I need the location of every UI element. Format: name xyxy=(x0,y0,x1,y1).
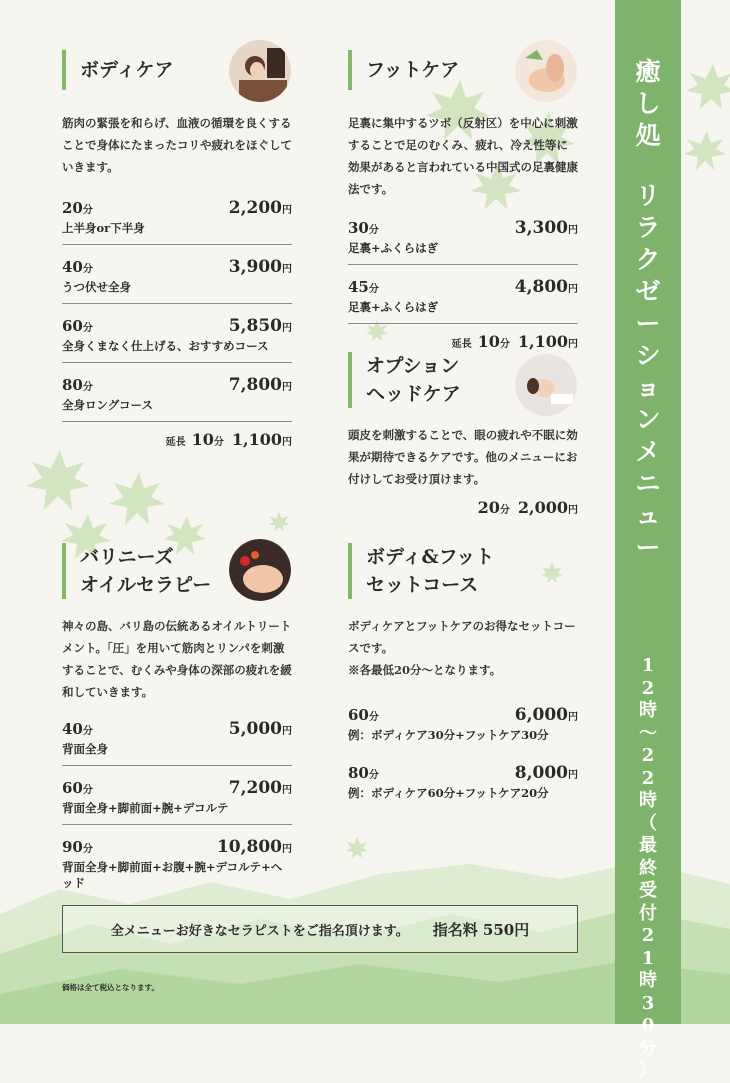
hours-char: 最 xyxy=(639,835,657,856)
title-char: ー xyxy=(635,309,661,338)
section-title xyxy=(348,543,578,599)
title-line: セットコース xyxy=(366,574,479,596)
duration: 60分 xyxy=(62,317,93,335)
price-row xyxy=(348,757,578,809)
course-detail: 背面全身 xyxy=(62,742,108,756)
hours-char: 1 xyxy=(641,655,655,676)
price-list xyxy=(348,699,578,809)
price: 5,000円 xyxy=(228,719,292,739)
duration: 20分 xyxy=(62,199,93,217)
title-line: ヘッドケア xyxy=(366,383,461,405)
hours-char: 3 xyxy=(641,992,655,1014)
business-hours xyxy=(615,655,681,1083)
section-description: 筋肉の緊張を和らげ、血液の循環を良くすることで身体にたまったコリや疲れをほぐしていきます。 xyxy=(62,116,292,174)
price-list xyxy=(62,713,292,899)
title-char: 処 xyxy=(635,121,661,150)
duration: 80分 xyxy=(62,376,93,394)
title-line: オイルセラピー xyxy=(80,574,212,596)
title-char: ゼ xyxy=(635,277,661,306)
hours-char: 1 xyxy=(641,947,655,969)
duration: 60分 xyxy=(62,779,93,797)
price-row xyxy=(62,310,292,363)
menu-title-sidebar xyxy=(615,0,681,1081)
hours-char: 分 xyxy=(639,1037,657,1059)
section-title: フットケア xyxy=(348,50,578,90)
section-title: ボディケア xyxy=(62,50,292,90)
maple-leaf-icon xyxy=(268,510,290,532)
section-description: 神々の島、バリ島の伝統あるオイルトリートメント。「圧」を用いて筋肉とリンパを刺激することで、むくみや身体の深部の疲れを緩和していきます。 xyxy=(62,619,292,699)
course-detail: うつ伏せ全身 xyxy=(62,280,131,294)
price-row xyxy=(62,831,292,899)
price-row xyxy=(348,212,578,265)
hours-char: 付 xyxy=(639,902,657,924)
course-detail: 上半身or下半身 xyxy=(62,221,145,235)
duration: 60分 xyxy=(348,706,379,724)
price: 7,800円 xyxy=(228,375,292,395)
extension-price: 延長 10 分 1,100 円 xyxy=(451,332,578,351)
price: 10,800円 xyxy=(216,837,292,857)
body-care-section xyxy=(62,50,292,449)
duration: 80分 xyxy=(348,764,379,782)
title-char: メ xyxy=(635,437,661,466)
section-description: ボディケアとフットケアのお得なセットコースです。 xyxy=(348,619,576,655)
price-list xyxy=(62,192,292,449)
foot-massage-photo-icon xyxy=(515,40,577,102)
price: 7,200円 xyxy=(228,778,292,798)
title-char: シ xyxy=(635,341,661,370)
oil-therapy-section xyxy=(62,543,292,899)
hours-char: 2 xyxy=(641,925,655,946)
price-row xyxy=(62,251,292,304)
price-row xyxy=(348,271,578,324)
oil-therapy-photo-icon xyxy=(229,539,291,601)
title-char: ン xyxy=(635,405,661,434)
hours-char: 2 xyxy=(641,767,655,789)
duration: 30分 xyxy=(348,219,379,237)
hours-char: 時 xyxy=(639,790,657,811)
title-char: リ xyxy=(635,181,661,210)
course-detail: 足裏+ふくらはぎ xyxy=(348,300,439,314)
price-row xyxy=(62,772,292,825)
foot-care-section xyxy=(348,50,578,351)
extension-price: 延長 10 分 1,100 円 xyxy=(165,430,292,449)
price-row xyxy=(62,192,292,245)
maple-leaf-icon xyxy=(345,835,369,859)
title-char: ニ xyxy=(635,469,661,498)
title-line: オプション xyxy=(366,355,460,377)
price: 6,000円 xyxy=(514,705,578,725)
hours-char: 時 xyxy=(639,700,657,721)
course-detail: 背面全身+脚前面+お腹+腕+デコルテ+ヘッド xyxy=(62,860,283,890)
option-price: 20 分 2,000 円 xyxy=(477,498,578,517)
price: 4,800円 xyxy=(514,277,578,297)
course-detail: 背面全身+脚前面+腕+デコルテ xyxy=(62,801,229,815)
duration: 40分 xyxy=(62,258,93,276)
nomination-box xyxy=(62,905,578,953)
price-row xyxy=(348,699,578,751)
course-detail: 例：ボディケア60分+フットケア20分 xyxy=(348,786,549,800)
nomination-text: 全メニューお好きなセラピストをご指名頂けます。 xyxy=(110,923,409,939)
set-course-section xyxy=(348,543,578,809)
title-char: 癒 xyxy=(635,57,661,86)
title-char: ク xyxy=(635,245,661,274)
price-row xyxy=(62,369,292,422)
title-line: バリニーズ xyxy=(80,546,174,568)
course-detail: 例：ボディケア30分+フットケア30分 xyxy=(348,728,549,742)
course-detail: 足裏+ふくらはぎ xyxy=(348,241,439,255)
hours-char: 〜 xyxy=(639,722,657,744)
hours-char: 2 xyxy=(641,677,655,699)
course-detail: 全身ロングコース xyxy=(62,398,153,412)
course-detail: 全身くまなく仕上げる、おすすめコース xyxy=(62,339,269,353)
hours-char: 時 xyxy=(639,970,657,991)
duration: 45分 xyxy=(348,278,379,296)
title-char: ュ xyxy=(635,501,661,530)
price: 8,000円 xyxy=(514,763,578,783)
title-char: ラ xyxy=(635,213,661,242)
section-description: 足裏に集中するツボ（反射区）を中心に刺激することで足のむくみ、疲れ、冷え性等に効果があると言われている中国式の足裏健康法です。 xyxy=(348,116,578,196)
massage-photo-icon xyxy=(229,40,291,102)
head-care-section xyxy=(348,352,578,517)
section-description: 頭皮を刺激することで、眼の疲れや不眠に効果が期待できるケアです。他のメニューにお付けしてお受け頂けます。 xyxy=(348,428,578,486)
hours-char: 受 xyxy=(639,880,657,901)
hours-char: ） xyxy=(639,1060,657,1081)
tax-note: 価格は全て税込となります。 xyxy=(62,983,159,992)
duration: 40分 xyxy=(62,720,93,738)
nomination-fee: 指名料 550円 xyxy=(432,920,530,939)
hours-char: （ xyxy=(639,812,657,834)
section-note: ※各最低20分〜となります。 xyxy=(348,663,502,677)
price: 3,300円 xyxy=(514,218,578,238)
hours-char: 2 xyxy=(641,745,655,766)
price: 5,850円 xyxy=(228,316,292,336)
vertical-title xyxy=(615,56,681,564)
title-char: ー xyxy=(635,533,661,562)
title-char: ョ xyxy=(635,373,661,402)
hours-char: 0 xyxy=(641,1015,655,1036)
maple-leaf-icon xyxy=(680,60,730,180)
price: 3,900円 xyxy=(228,257,292,277)
title-char: し xyxy=(635,89,661,118)
price: 2,200円 xyxy=(228,198,292,218)
hours-char: 終 xyxy=(639,857,657,879)
price-row xyxy=(62,713,292,766)
head-massage-photo-icon xyxy=(515,354,577,416)
price-list xyxy=(348,212,578,351)
title-line: ボディ&フット xyxy=(366,546,495,568)
duration: 90分 xyxy=(62,838,93,856)
